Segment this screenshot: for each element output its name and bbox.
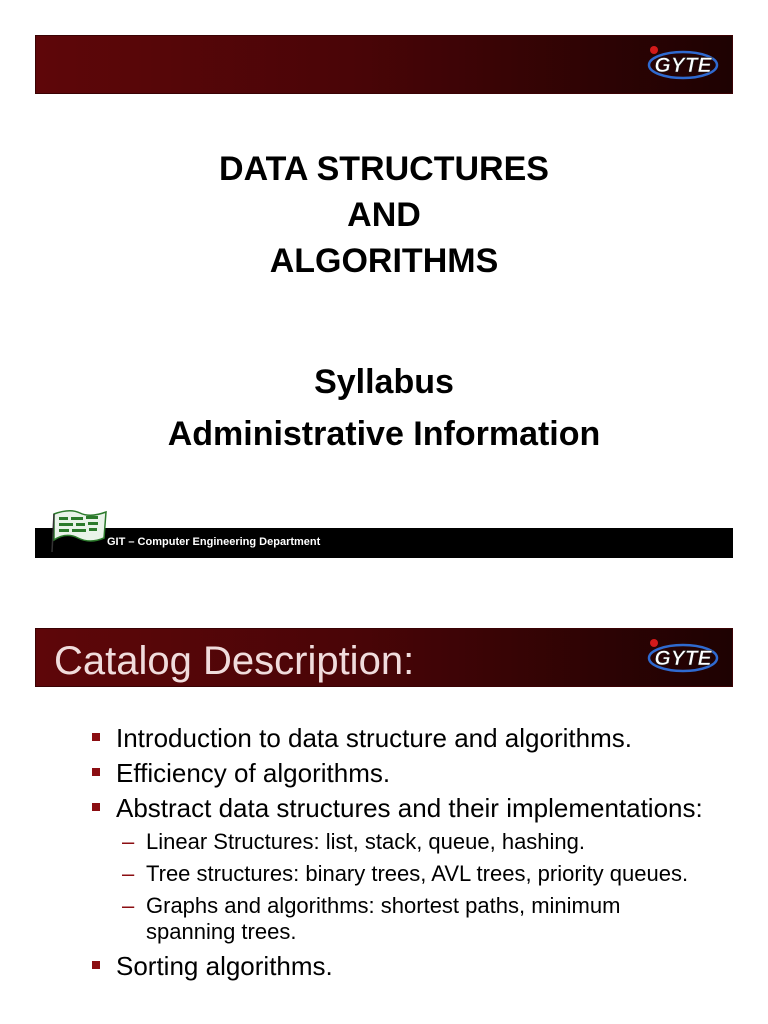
slide-title: Catalog Description:	[54, 639, 415, 683]
footer-bar	[35, 528, 733, 558]
list-item	[86, 758, 706, 788]
list-item	[86, 793, 706, 945]
title-line-2: AND	[347, 196, 421, 234]
gyte-logo	[646, 42, 720, 86]
header-banner	[35, 35, 733, 94]
header-banner-2	[35, 628, 733, 687]
list-item-text: Efficiency of algorithms.	[116, 758, 391, 788]
footer-text: GIT – Computer Engineering Department	[107, 536, 321, 548]
logo-text-2: GYTE	[654, 647, 712, 670]
sub-list-item: – Tree structures: binary trees, AVL trees, priority queues.	[116, 861, 706, 887]
list-item	[86, 951, 706, 981]
list-item	[86, 723, 706, 753]
logo-text: GYTE	[654, 54, 712, 77]
subtitle-line-2: Administrative Information	[167, 415, 601, 453]
sub-list	[116, 829, 706, 945]
gyte-logo-2	[646, 635, 720, 679]
sub-list-item: – Graphs and algorithms: shortest paths, minimum spanning trees.	[116, 893, 706, 945]
list-item-text: Sorting algorithms.	[116, 951, 333, 981]
sub-list-item: – Linear Structures: list, stack, queue, hashing.	[116, 829, 706, 855]
department-flag-icon	[50, 508, 108, 554]
list-item-text: Abstract data structures and their implementations:	[116, 793, 703, 823]
title-line-3: ALGORITHMS	[269, 242, 499, 280]
title-line-1: DATA STRUCTURES	[219, 150, 549, 188]
subtitle	[0, 356, 768, 460]
list-item-text: Introduction to data structure and algorithms.	[116, 723, 632, 753]
main-title	[0, 146, 768, 284]
subtitle-line-1: Syllabus	[314, 363, 454, 401]
catalog-list	[86, 723, 706, 986]
